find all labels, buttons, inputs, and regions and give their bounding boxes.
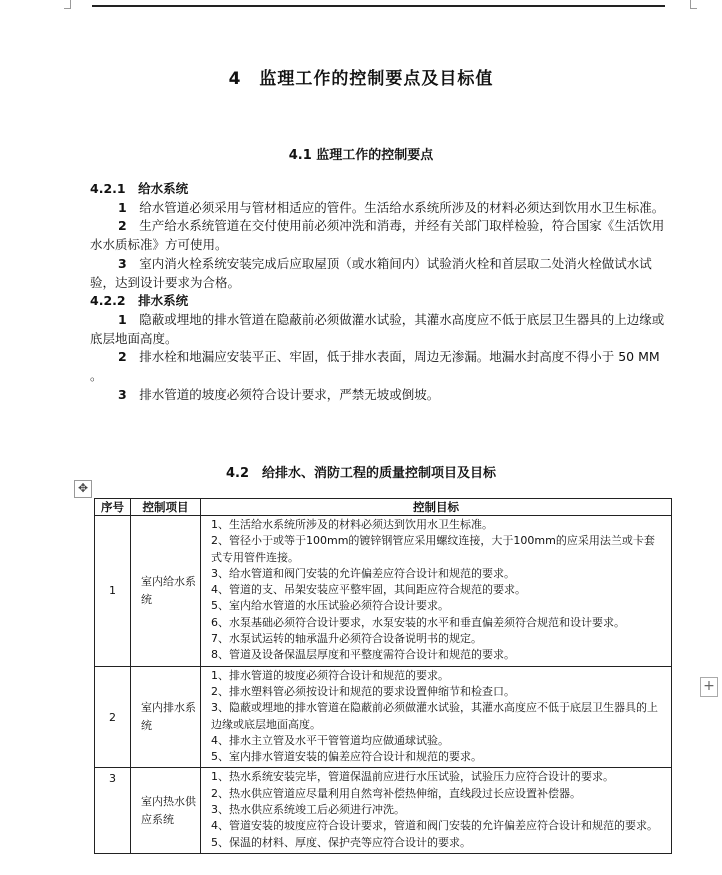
control-targets xyxy=(201,666,672,768)
target-line: 8、管道及设备保温层厚度和平整度需符合设计和规范的要求。 xyxy=(211,648,515,662)
table-move-handle[interactable]: ✥ xyxy=(74,480,92,498)
header-no: 序号 xyxy=(95,499,131,516)
target-line: 5、室内给水管道的水压试验必须符合设计要求。 xyxy=(211,599,449,613)
target-line: 3、给水管道和阀门安装的允许偏差应符合设计和规范的要求。 xyxy=(211,566,515,580)
header-target: 控制目标 xyxy=(201,499,672,516)
target-line: 1、排水管道的坡度必须符合设计和规范的要求。 xyxy=(211,668,449,682)
paragraph xyxy=(90,255,672,292)
table-row xyxy=(95,516,672,667)
document-body xyxy=(90,180,672,404)
target-line: 6、水泵基础必须符合设计要求，水泵安装的水平和垂直偏差须符合规范和设计要求。 xyxy=(211,615,625,629)
table-header-row xyxy=(95,499,672,516)
paragraph-text: 给水管道必须采用与管材相适应的管件。生活给水系统所涉及的材料必须达到饮用水卫生标准。 xyxy=(139,199,665,215)
row-number: 3 xyxy=(95,768,131,853)
paragraph xyxy=(90,217,672,254)
paragraph-number: 3 xyxy=(118,255,127,271)
header-item: 控制项目 xyxy=(131,499,201,516)
section-heading: 4.1 监理工作的控制要点 xyxy=(288,148,434,163)
paragraph xyxy=(90,386,672,405)
quality-control-table xyxy=(94,498,672,854)
chapter-heading: 4 监理工作的控制要点及目标值 xyxy=(228,69,494,89)
target-line: 4、管道的支、吊架安装应平整牢固，其间距应符合规范的要求。 xyxy=(211,583,526,597)
paragraph-text: 室内消火栓系统安装完成后应取屋顶（或水箱间内）试验消火栓和首层取二处消火栓做试水试验，达到设计要求为合格。 xyxy=(90,255,652,290)
paragraph-text: 生产给水系统管道在交付使用前必须冲洗和消毒，并经有关部门取样检验，符合国家《生活饮用水水质标准》方可使用。 xyxy=(90,218,665,253)
row-number: 2 xyxy=(95,666,131,768)
target-line: 4、排水主立管及水平干管管道均应做通球试验。 xyxy=(211,733,449,747)
paragraph-number: 1 xyxy=(118,311,127,327)
target-line: 5、保温的材料、厚度、保护壳等应符合设计的要求。 xyxy=(211,835,471,849)
target-line: 2、管径小于或等于100mm的镀锌钢管应采用螺纹连接，大于100mm的应采用法兰或卡套式专用管件连接。 xyxy=(211,534,655,564)
paragraph-number: 3 xyxy=(118,386,127,402)
row-number: 1 xyxy=(95,516,131,667)
paragraph xyxy=(90,311,672,348)
paragraph-number: 2 xyxy=(118,349,127,365)
paragraph-text: 隐蔽或埋地的排水管道在隐蔽前必须做灌水试验，其灌水高度应不低于底层卫生器具的上边缘或底层地面高度。 xyxy=(90,311,665,346)
page-corner-mark xyxy=(690,8,697,9)
paragraph xyxy=(90,348,672,385)
control-item: 室内热水供应系统 xyxy=(131,768,201,853)
page-corner-mark xyxy=(70,0,71,8)
target-line: 3、热水供应系统竣工后必须进行冲洗。 xyxy=(211,803,405,817)
paragraph-text: 排水管道的坡度必须符合设计要求，严禁无坡或倒坡。 xyxy=(139,386,440,402)
page-top-border xyxy=(92,5,665,7)
target-line: 3、隐蔽或埋地的排水管道在隐蔽前必须做灌水试验，其灌水高度应不低于底层卫生器具的上边缘或底层地面高度。 xyxy=(211,701,658,731)
table-row xyxy=(95,666,672,768)
paragraph-number: 1 xyxy=(118,199,127,215)
target-line: 5、室内排水管道安装的偏差应符合设计和规范的要求。 xyxy=(211,750,482,764)
paragraph xyxy=(90,199,672,218)
table-row xyxy=(95,768,672,853)
page-corner-mark xyxy=(690,0,691,8)
control-targets xyxy=(201,768,672,853)
control-item: 室内给水系统 xyxy=(131,516,201,667)
target-line: 2、排水塑料管必须按设计和规范的要求设置伸缩节和检查口。 xyxy=(211,684,515,698)
table-title: 4.2 给排水、消防工程的质量控制项目及目标 xyxy=(225,466,497,481)
target-line: 7、水泵试运转的轴承温升必须符合设备说明书的规定。 xyxy=(211,632,482,646)
subsection-title: 4.2.1 给水系统 xyxy=(90,181,189,196)
page-corner-mark xyxy=(64,8,71,9)
target-line: 2、热水供应管道应尽量利用自然弯补偿热伸缩，直线段过长应设置补偿器。 xyxy=(211,786,581,800)
subsection-title: 4.2.2 排水系统 xyxy=(90,293,189,309)
target-line: 4、管道安装的坡度应符合设计要求，管道和阀门安装的允许偏差应符合设计和规范的要求。 xyxy=(211,819,658,833)
paragraph-number: 2 xyxy=(118,218,127,234)
target-line: 1、热水系统安装完毕，管道保温前应进行水压试验，试验压力应符合设计的要求。 xyxy=(211,770,614,784)
target-line: 1、生活给水系统所涉及的材料必须达到饮用水卫生标准。 xyxy=(211,518,493,531)
control-targets xyxy=(201,516,672,667)
control-item: 室内排水系统 xyxy=(131,666,201,768)
add-row-button[interactable]: + xyxy=(700,677,718,697)
paragraph-text: 排水栓和地漏应安装平正、牢固，低于排水表面，周边无渗漏。地漏水封高度不得小于 50 MM 。 xyxy=(90,349,660,384)
